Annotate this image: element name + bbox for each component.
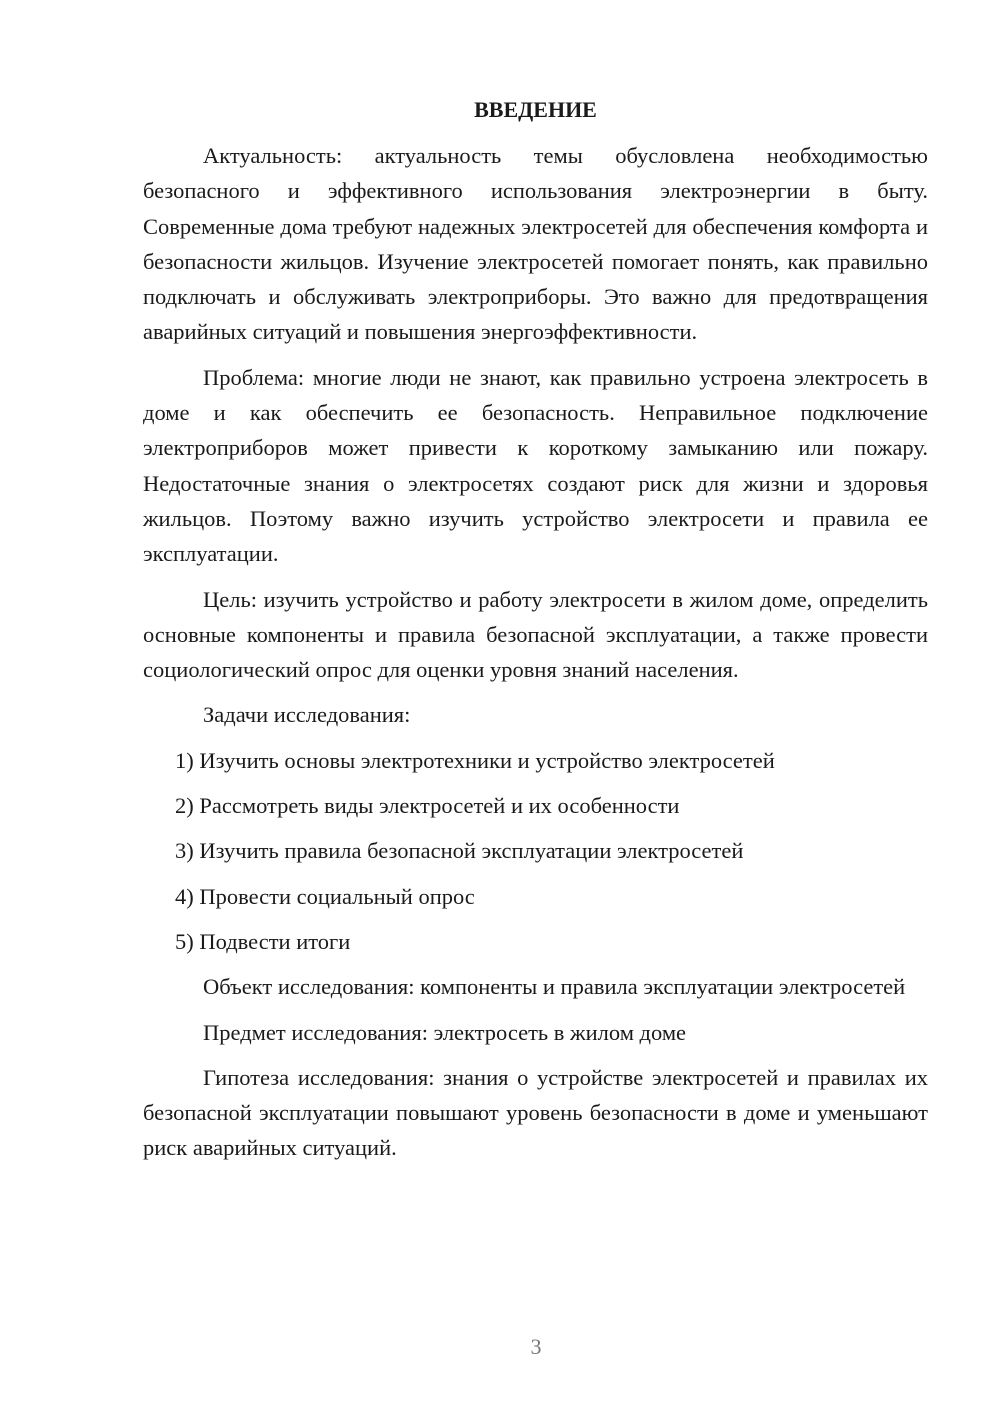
goal-paragraph: Цель: изучить устройство и работу электросети в жилом доме, определить основные компоненты и правила безопасной эксплуатации, а также провести социологический опрос для оценки уровня знаний населения. <box>143 586 928 683</box>
list-item: 1) Изучить основы электротехники и устройство электросетей <box>175 747 775 773</box>
subject-paragraph: Предмет исследования: электросеть в жилом доме <box>203 1019 687 1045</box>
object-paragraph: Объект исследования: компоненты и правила эксплуатации электросетей <box>203 974 906 1000</box>
tasks-list <box>143 743 928 959</box>
page-number: 3 <box>530 1334 542 1359</box>
hypothesis-paragraph: Гипотеза исследования: знания о устройстве электросетей и правилах их безопасной эксплуатации повышают уровень безопасности в доме и уменьшают риск аварийных ситуаций. <box>143 1064 928 1161</box>
page-title: ВВЕДЕНИЕ <box>474 97 597 122</box>
relevance-paragraph: Актуальность: актуальность темы обусловлена необходимостью безопасного и эффективного использования электроэнергии в быту. Современные дома требуют надежных электросетей для обеспечения комфорта и безопасности жильцов. Изучение электросетей помогает понять, как правильно подключать и обслуживать электроприборы. Это важно для предотвращения аварийных ситуаций и повышения энергоэффективности. <box>143 143 928 345</box>
document-page <box>143 92 928 1176</box>
list-item: 4) Провести социальный опрос <box>175 883 475 909</box>
list-item: 2) Рассмотреть виды электросетей и их особенности <box>175 793 680 819</box>
list-item: 3) Изучить правила безопасной эксплуатации электросетей <box>175 838 744 864</box>
tasks-heading: Задачи исследования: <box>203 702 411 728</box>
problem-paragraph: Проблема: многие люди не знают, как правильно устроена электросеть в доме и как обеспечить ее безопасность. Неправильное подключение электроприборов может привести к короткому замыканию или пожару. Недостаточные знания о электросетях создают риск для жизни и здоровья жильцов. Поэтому важно изучить устройство электросети и правила ее эксплуатации. <box>143 364 928 567</box>
list-item: 5) Подвести итоги <box>175 928 351 954</box>
